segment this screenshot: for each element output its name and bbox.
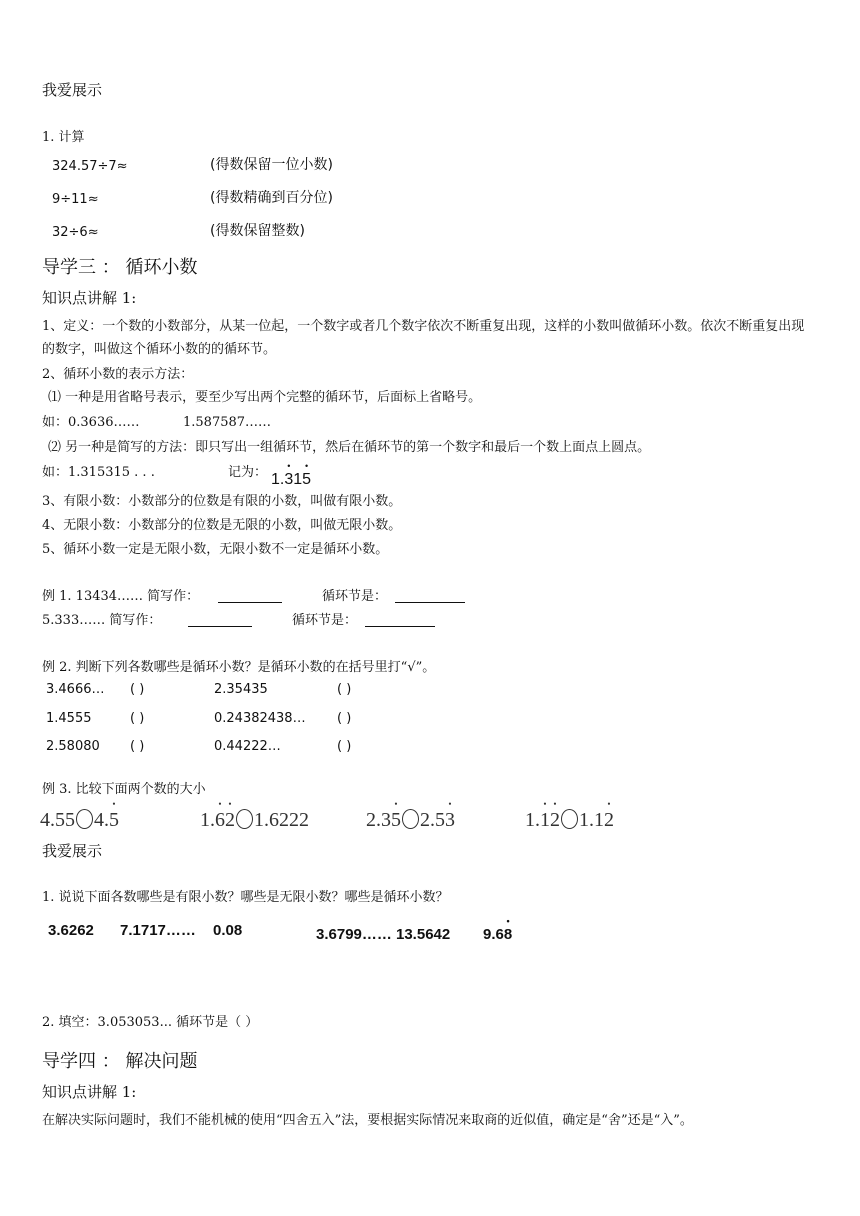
calc-expr-3: 32÷6≈ [52, 225, 99, 240]
example2-number: 0.24382438… [214, 711, 306, 726]
example1-blank-3[interactable] [188, 626, 252, 627]
notation-heading: 2、循环小数的表示方法： [42, 367, 194, 382]
example2-paren[interactable]: ( ) [337, 682, 352, 697]
method-2: ⑵ 另一种是简写的方法：即只写出一组循环节，然后在循环节的第一个数字和最后一个数上面点上圆点。 [48, 440, 651, 455]
compare-pair-2: 1.• 6• 2 1.6222 [200, 809, 309, 830]
show2-question-2: 2. 填空：3.053053... 循环节是（ ） [42, 1015, 259, 1030]
example1-row1-a: 例 1. 13434…… 简写作： [42, 589, 200, 604]
example2-paren[interactable]: ( ) [337, 739, 352, 754]
decimal-item-repeating: 9.6• 8 [483, 927, 512, 942]
compare-circle[interactable] [561, 809, 578, 829]
calc-expr-1: 324.57÷7≈ [52, 159, 128, 174]
definition-paragraph: 1、定义：一个数的小数部分，从某一位起，一个数字或者几个数字依次不断重复出现，这样的小数叫做循环小数。依次不断重复出现的数字，叫做这个循环小数的的循环节。 [42, 319, 805, 357]
guide4-title: 导学四 ： 解决问题 [42, 1051, 198, 1072]
calc-note-2: (得数精确到百分位) [210, 190, 333, 206]
point-3: 3、有限小数：小数部分的位数是有限的小数，叫做有限小数。 [42, 494, 402, 509]
guide4-paragraph: 在解决实际问题时，我们不能机械的使用“四舍五入”法，要根据实际情况来取商的近似值，确定是“舍”还是“入”。 [42, 1113, 693, 1128]
example2-number: 3.4666… [46, 682, 105, 697]
compare-circle[interactable] [76, 809, 93, 829]
guide3-title: 导学三 ： 循环小数 [42, 257, 198, 278]
decimal-item: 3.6262 [48, 922, 94, 939]
point-4: 4、无限小数：小数部分的位数是无限的小数，叫做无限小数。 [42, 518, 402, 533]
point-5: 5、循环小数一定是无限小数，无限小数不一定是循环小数。 [42, 542, 389, 557]
repeating-decimal-example: 1.• 31• 5 [271, 472, 311, 488]
method-1-example-b: 1.587587…… [183, 415, 272, 430]
guide3-knowledge-label: 知识点讲解 1: [42, 289, 137, 307]
method-2-example-a: 如：1.315315 . . . [42, 465, 155, 480]
example2-paren[interactable]: ( ) [130, 682, 145, 697]
example2-paren[interactable]: ( ) [130, 739, 145, 754]
method-2-example-b: 记为： [228, 465, 268, 480]
calc-note-3: (得数保留整数) [210, 223, 305, 239]
example1-blank-2[interactable] [395, 602, 465, 603]
example1-blank-1[interactable] [218, 602, 282, 603]
method-1: ⑴ 一种是用省略号表示，要至少写出两个完整的循环节，后面标上省略号。 [48, 390, 482, 405]
compare-circle[interactable] [402, 809, 419, 829]
calc-expr-2: 9÷11≈ [52, 192, 99, 207]
decimal-item: 3.6799…… [316, 926, 392, 943]
guide4-knowledge-label: 知识点讲解 1: [42, 1083, 137, 1101]
example2-paren[interactable]: ( ) [130, 711, 145, 726]
example2-paren[interactable]: ( ) [337, 711, 352, 726]
decimal-item: 0.08 [213, 922, 243, 939]
compare-pair-1: 4.55 4.• 5 [40, 809, 119, 830]
compare-circle[interactable] [236, 809, 253, 829]
calc-note-1: (得数保留一位小数) [210, 157, 333, 173]
example1-row2-b: 循环节是： [292, 613, 358, 628]
example1-row1-b: 循环节是： [322, 589, 388, 604]
example2-number: 2.35435 [214, 682, 268, 697]
example2-number: 1.4555 [46, 711, 92, 726]
section-heading-show-1: 我爱展示 [42, 81, 103, 99]
compare-pair-3: 2.3• 5 2.5• 3 [366, 809, 455, 830]
show2-question-1: 1. 说说下面各数哪些是有限小数？哪些是无限小数？哪些是循环小数？ [42, 890, 449, 905]
method-1-example-a: 如：0.3636…… [42, 415, 140, 430]
example1-row2-a: 5.333…… 简写作： [42, 613, 162, 628]
section-heading-show-2: 我爱展示 [42, 842, 103, 860]
decimal-item: 13.5642 [396, 926, 451, 943]
example2-number: 2.58080 [46, 739, 100, 754]
example2-title: 例 2. 判断下列各数哪些是循环小数？是循环小数的在括号里打“√”。 [42, 660, 436, 675]
question-label: 1. 计算 [42, 130, 85, 145]
example1-blank-4[interactable] [365, 626, 435, 627]
decimal-item: 7.1717…… [120, 922, 196, 939]
example3-title: 例 3. 比较下面两个数的大小 [42, 782, 206, 797]
example2-number: 0.44222… [214, 739, 281, 754]
compare-pair-4: 1.• 1• 2 1.1• 2 [525, 809, 614, 830]
